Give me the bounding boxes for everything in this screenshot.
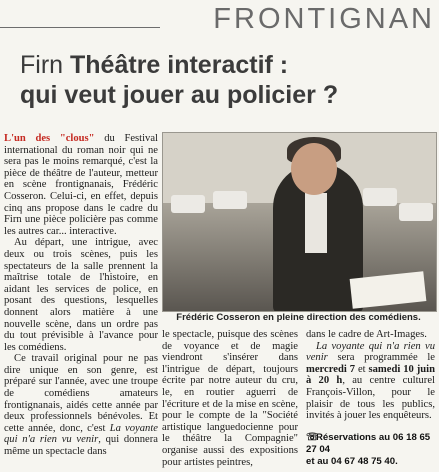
article-paragraph-2: Au départ, une intrigue, avec deux ou trois scènes, puis les spectateurs de la salle prennent la maîtrise totale de l'histoire, en aidant les services de police, en posant des questions, lesquelles donnent alors matière à une nouvelle scène, dans un ordre pas du tout prévisible à l'avance pour les comédiens.	[4, 237, 158, 353]
banner-rule	[0, 27, 160, 28]
date-1: mercredi 7	[306, 363, 356, 375]
reservation-info	[306, 432, 435, 468]
photo-seat	[213, 191, 247, 209]
photo-caption: Frédéric Cosseron en pleine direction des comédiens.	[176, 312, 421, 323]
article-right-c: , au centre culturel François-Villon, pour le plaisir de tous les publics, invités à jouer les enquêteurs.	[306, 375, 435, 422]
article-column-left	[4, 133, 158, 458]
reservation-line-1: Réservations au 06 18 65 27 04	[306, 432, 431, 455]
headline-title-line2: qui veut jouer au policier ?	[20, 81, 339, 109]
photo-seat	[171, 195, 205, 213]
play-title-right: La voyante qui n'a rien vu venir	[306, 340, 435, 364]
photo-paper	[350, 271, 427, 309]
article-right-start: dans le cadre de Art-Images.	[306, 329, 427, 340]
article-column-middle	[162, 329, 298, 468]
lead-red-text: L'un des "clous"	[4, 133, 95, 144]
phone-icon: ☏	[306, 432, 319, 443]
photo-person-shirt	[305, 193, 327, 253]
article-photo	[162, 132, 437, 312]
photo-seat	[399, 203, 433, 221]
headline-title-line1: Théâtre interactif :	[70, 51, 289, 79]
article-paragraph-3-end: , qui donnera même un spectacle dans	[4, 434, 158, 458]
article-paragraph-1: du Festival international du roman noir qui ne sera pas le moins remarqué, c'est la pièce de théâtre de l'auteur, metteur en scène frontignanais, Frédéric Cosseron. Celui-ci, en effet, depuis cinq ans propose dans le cadre du Firn une pièce policière pas comme les autres car... interactive.	[4, 133, 158, 237]
article-column-right	[306, 329, 435, 422]
reservation-line-2: et au 04 67 48 75 40.	[306, 456, 398, 467]
article-right-a: sera programmée le	[327, 352, 435, 364]
article-middle-text: le spectacle, puisque des scènes de voyance et de magie viendront s'insérer dans l'intrigue de départ, toujours écrite par notre auteur du cru, le, en routier aguerri de l'écriture et de la mise en scène, pour le compte de la "Société artistique languedocienne pour le théâtre la Compagnie" organise aussi des expositions pour artistes peintres,	[162, 329, 298, 468]
article-paragraph-3: Ce travail original pour ne pas dire unique en son genre, est préparé sur l'année, avec une troupe de comédiens amateurs frontignanais, aidés cette année par deux professionnels bénévoles. Et cette année, donc, c'est	[4, 353, 158, 434]
headline-kicker: Firn	[20, 51, 64, 79]
article-right-b: et	[355, 363, 369, 375]
headline	[20, 50, 435, 110]
section-title: FRONTIGNAN	[213, 3, 435, 35]
date-2: samedi 10 juin à 20 h	[306, 363, 435, 387]
photo-seat	[363, 188, 397, 206]
play-title: La voyante qui n'a rien vu venir	[4, 422, 158, 446]
photo-person-head	[291, 143, 337, 195]
